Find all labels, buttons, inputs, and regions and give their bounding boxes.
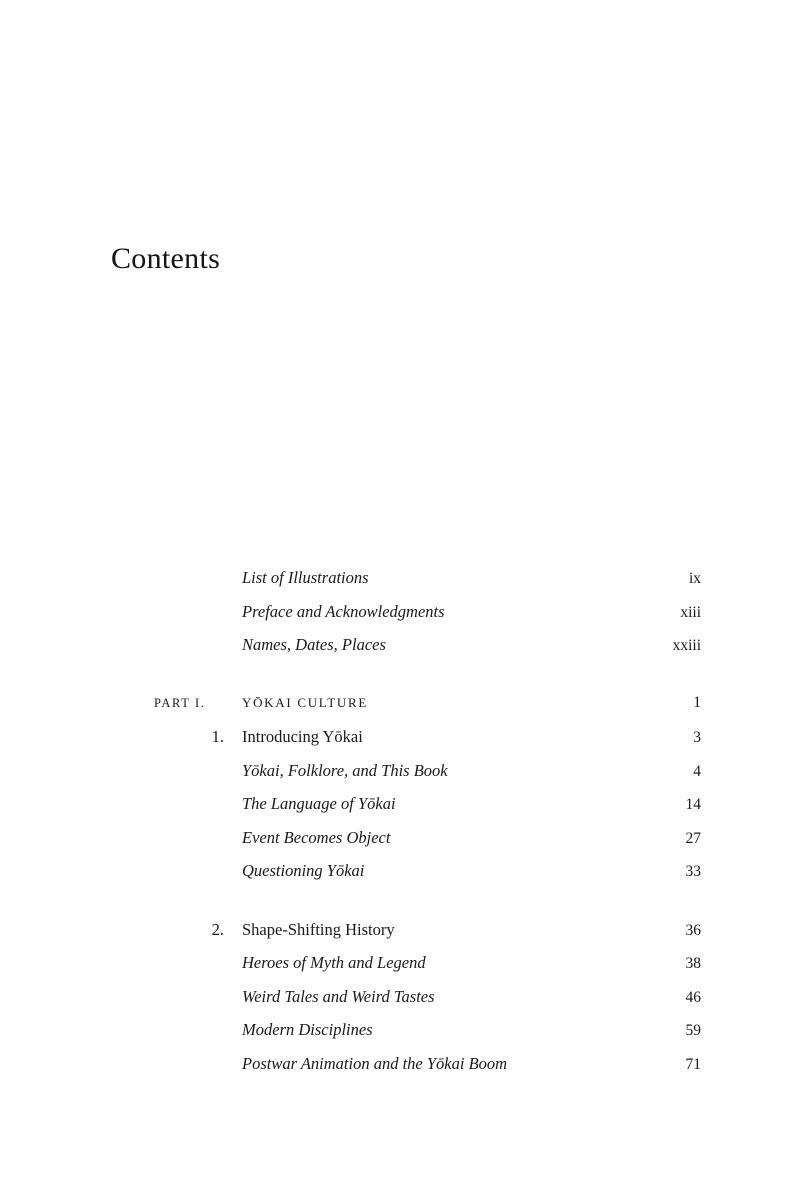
toc-section-row[interactable] <box>111 861 701 895</box>
page-title: Contents <box>111 242 221 276</box>
toc-section-label: Yōkai, Folklore, and This Book <box>242 760 448 780</box>
toc-section-row[interactable] <box>111 953 701 987</box>
toc-part-heading[interactable] <box>111 694 701 728</box>
toc-section-page: 46 <box>685 988 701 1006</box>
toc-section-page: 33 <box>685 863 701 880</box>
toc-section-page: 38 <box>685 955 701 972</box>
toc-chapter-number: 2. <box>211 919 224 939</box>
toc-entry-label: List of Illustrations <box>242 568 369 587</box>
toc-section-row[interactable] <box>111 828 701 862</box>
toc-section-row[interactable] <box>111 1054 701 1088</box>
toc-section-row[interactable] <box>111 987 701 1021</box>
toc-section-label: Event Becomes Object <box>242 827 391 847</box>
toc-chapter-title: Shape-Shifting History <box>242 919 395 939</box>
toc-section-row[interactable] <box>111 761 701 795</box>
toc-section-label: Heroes of Myth and Legend <box>242 953 426 972</box>
toc-chapter-page: 3 <box>693 729 701 746</box>
toc-entry-page: xiii <box>680 603 701 621</box>
toc-entry-page: xxiii <box>672 637 701 654</box>
toc-entry-front-matter[interactable] <box>111 602 701 636</box>
toc-entry-label: Names, Dates, Places <box>242 635 386 654</box>
toc-chapter-row[interactable] <box>111 920 701 954</box>
toc-chapter-row[interactable] <box>111 727 701 761</box>
toc-section-page: 27 <box>685 829 701 847</box>
toc-section-page: 4 <box>693 762 701 780</box>
toc-entry-front-matter[interactable] <box>111 635 701 669</box>
toc-section-label: Postwar Animation and the Yōkai Boom <box>242 1053 508 1073</box>
toc-entry-page: ix <box>688 570 701 587</box>
toc-section-page: 71 <box>685 1055 701 1073</box>
toc-chapter-title: Introducing Yōkai <box>242 727 363 746</box>
table-of-contents <box>111 568 701 1087</box>
toc-part-marker: PART I. <box>154 695 206 710</box>
toc-section-page: 59 <box>685 1022 701 1039</box>
toc-section-label: Questioning Yōkai <box>242 861 365 880</box>
toc-chapter-number: 1. <box>211 727 224 746</box>
toc-section-label: Modern Disciplines <box>242 1020 373 1039</box>
toc-chapter-page: 36 <box>685 921 701 939</box>
toc-entry-label: Preface and Acknowledgments <box>242 601 445 621</box>
toc-section-label: Weird Tales and Weird Tastes <box>242 986 435 1006</box>
toc-section-row[interactable] <box>111 1020 701 1054</box>
toc-part-page: 1 <box>693 693 701 711</box>
toc-section-page: 14 <box>685 796 701 813</box>
toc-entry-front-matter[interactable] <box>111 568 701 602</box>
toc-section-row[interactable] <box>111 794 701 828</box>
toc-part-title: YŌKAI CULTURE <box>242 694 368 710</box>
toc-section-label: The Language of Yōkai <box>242 794 396 813</box>
